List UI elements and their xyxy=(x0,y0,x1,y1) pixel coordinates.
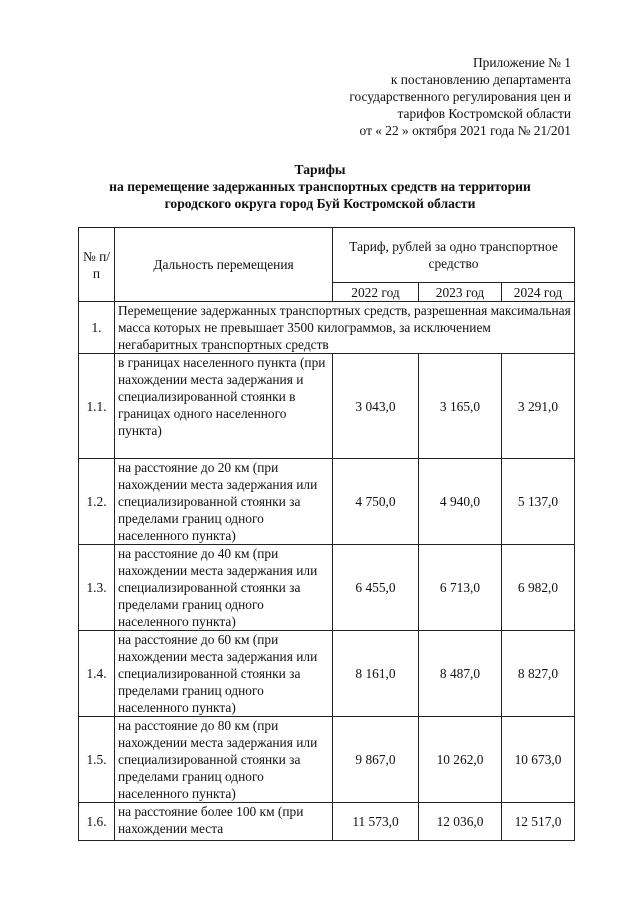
appendix-line: от « 22 » октября 2021 года № 21/201 xyxy=(359,123,571,138)
header-num: № п/п xyxy=(79,228,115,302)
row-distance: в границах населенного пункта (при нахождении места задержания и специализированной стоянки в границах одного населенного пункта) xyxy=(115,354,333,459)
row-value-2024: 10 673,0 xyxy=(502,717,575,803)
row-value-2022: 11 573,0 xyxy=(333,803,419,841)
row-num: 1.5. xyxy=(79,717,115,803)
header-tariff: Тариф, рублей за одно транспортное средство xyxy=(333,228,575,283)
row-distance: на расстояние более 100 км (при нахождении места xyxy=(115,803,333,841)
row-value-2024: 3 291,0 xyxy=(502,354,575,459)
row-value-2024: 6 982,0 xyxy=(502,545,575,631)
row-value-2024: 8 827,0 xyxy=(502,631,575,717)
section-text: Перемещение задержанных транспортных средств, разрешенная максимальная масса которых не превышает 3500 килограммов, за исключением негабаритных транспортных средств xyxy=(115,302,575,354)
table-row xyxy=(79,631,575,717)
row-value-2023: 3 165,0 xyxy=(419,354,502,459)
table-row xyxy=(79,545,575,631)
row-value-2024: 5 137,0 xyxy=(502,459,575,545)
table-row xyxy=(79,459,575,545)
row-value-2024: 12 517,0 xyxy=(502,803,575,841)
title-line-1: Тарифы xyxy=(294,162,346,177)
row-num: 1.1. xyxy=(79,354,115,459)
tariff-table xyxy=(78,227,575,841)
row-value-2023: 4 940,0 xyxy=(419,459,502,545)
table-row xyxy=(79,354,575,459)
table-row xyxy=(79,803,575,841)
section-row xyxy=(79,302,575,354)
row-value-2022: 8 161,0 xyxy=(333,631,419,717)
row-num: 1.4. xyxy=(79,631,115,717)
appendix-line: государственного регулирования цен и xyxy=(349,89,571,104)
row-distance: на расстояние до 40 км (при нахождении места задержания или специализированной стоянки за пределами границ одного населенного пункта) xyxy=(115,545,333,631)
table-row xyxy=(79,717,575,803)
row-num: 1.6. xyxy=(79,803,115,841)
row-value-2023: 12 036,0 xyxy=(419,803,502,841)
header-year: 2022 год xyxy=(333,283,419,302)
header-row xyxy=(79,228,575,283)
row-value-2023: 6 713,0 xyxy=(419,545,502,631)
row-value-2022: 3 043,0 xyxy=(333,354,419,459)
header-distance: Дальность перемещения xyxy=(115,228,333,302)
row-distance: на расстояние до 60 км (при нахождении места задержания или специализированной стоянки за пределами границ одного населенного пункта) xyxy=(115,631,333,717)
row-num: 1. xyxy=(79,302,115,354)
appendix-line: тарифов Костромской области xyxy=(397,106,571,121)
row-value-2023: 10 262,0 xyxy=(419,717,502,803)
title-line-3: городского округа город Буй Костромской области xyxy=(164,196,476,211)
title-line-2: на перемещение задержанных транспортных средств на территории xyxy=(109,179,531,194)
row-distance: на расстояние до 20 км (при нахождении места задержания или специализированной стоянки за пределами границ одного населенного пункта) xyxy=(115,459,333,545)
appendix-line: Приложение № 1 xyxy=(472,55,571,70)
document-title xyxy=(0,161,640,212)
row-value-2022: 6 455,0 xyxy=(333,545,419,631)
header-year: 2023 год xyxy=(419,283,502,302)
row-num: 1.3. xyxy=(79,545,115,631)
row-value-2023: 8 487,0 xyxy=(419,631,502,717)
row-num: 1.2. xyxy=(79,459,115,545)
appendix-line: к постановлению департамента xyxy=(390,72,571,87)
row-distance: на расстояние до 80 км (при нахождении места задержания или специализированной стоянки за пределами границ одного населенного пункта) xyxy=(115,717,333,803)
appendix-block xyxy=(349,54,571,139)
header-year: 2024 год xyxy=(502,283,575,302)
row-value-2022: 4 750,0 xyxy=(333,459,419,545)
row-value-2022: 9 867,0 xyxy=(333,717,419,803)
